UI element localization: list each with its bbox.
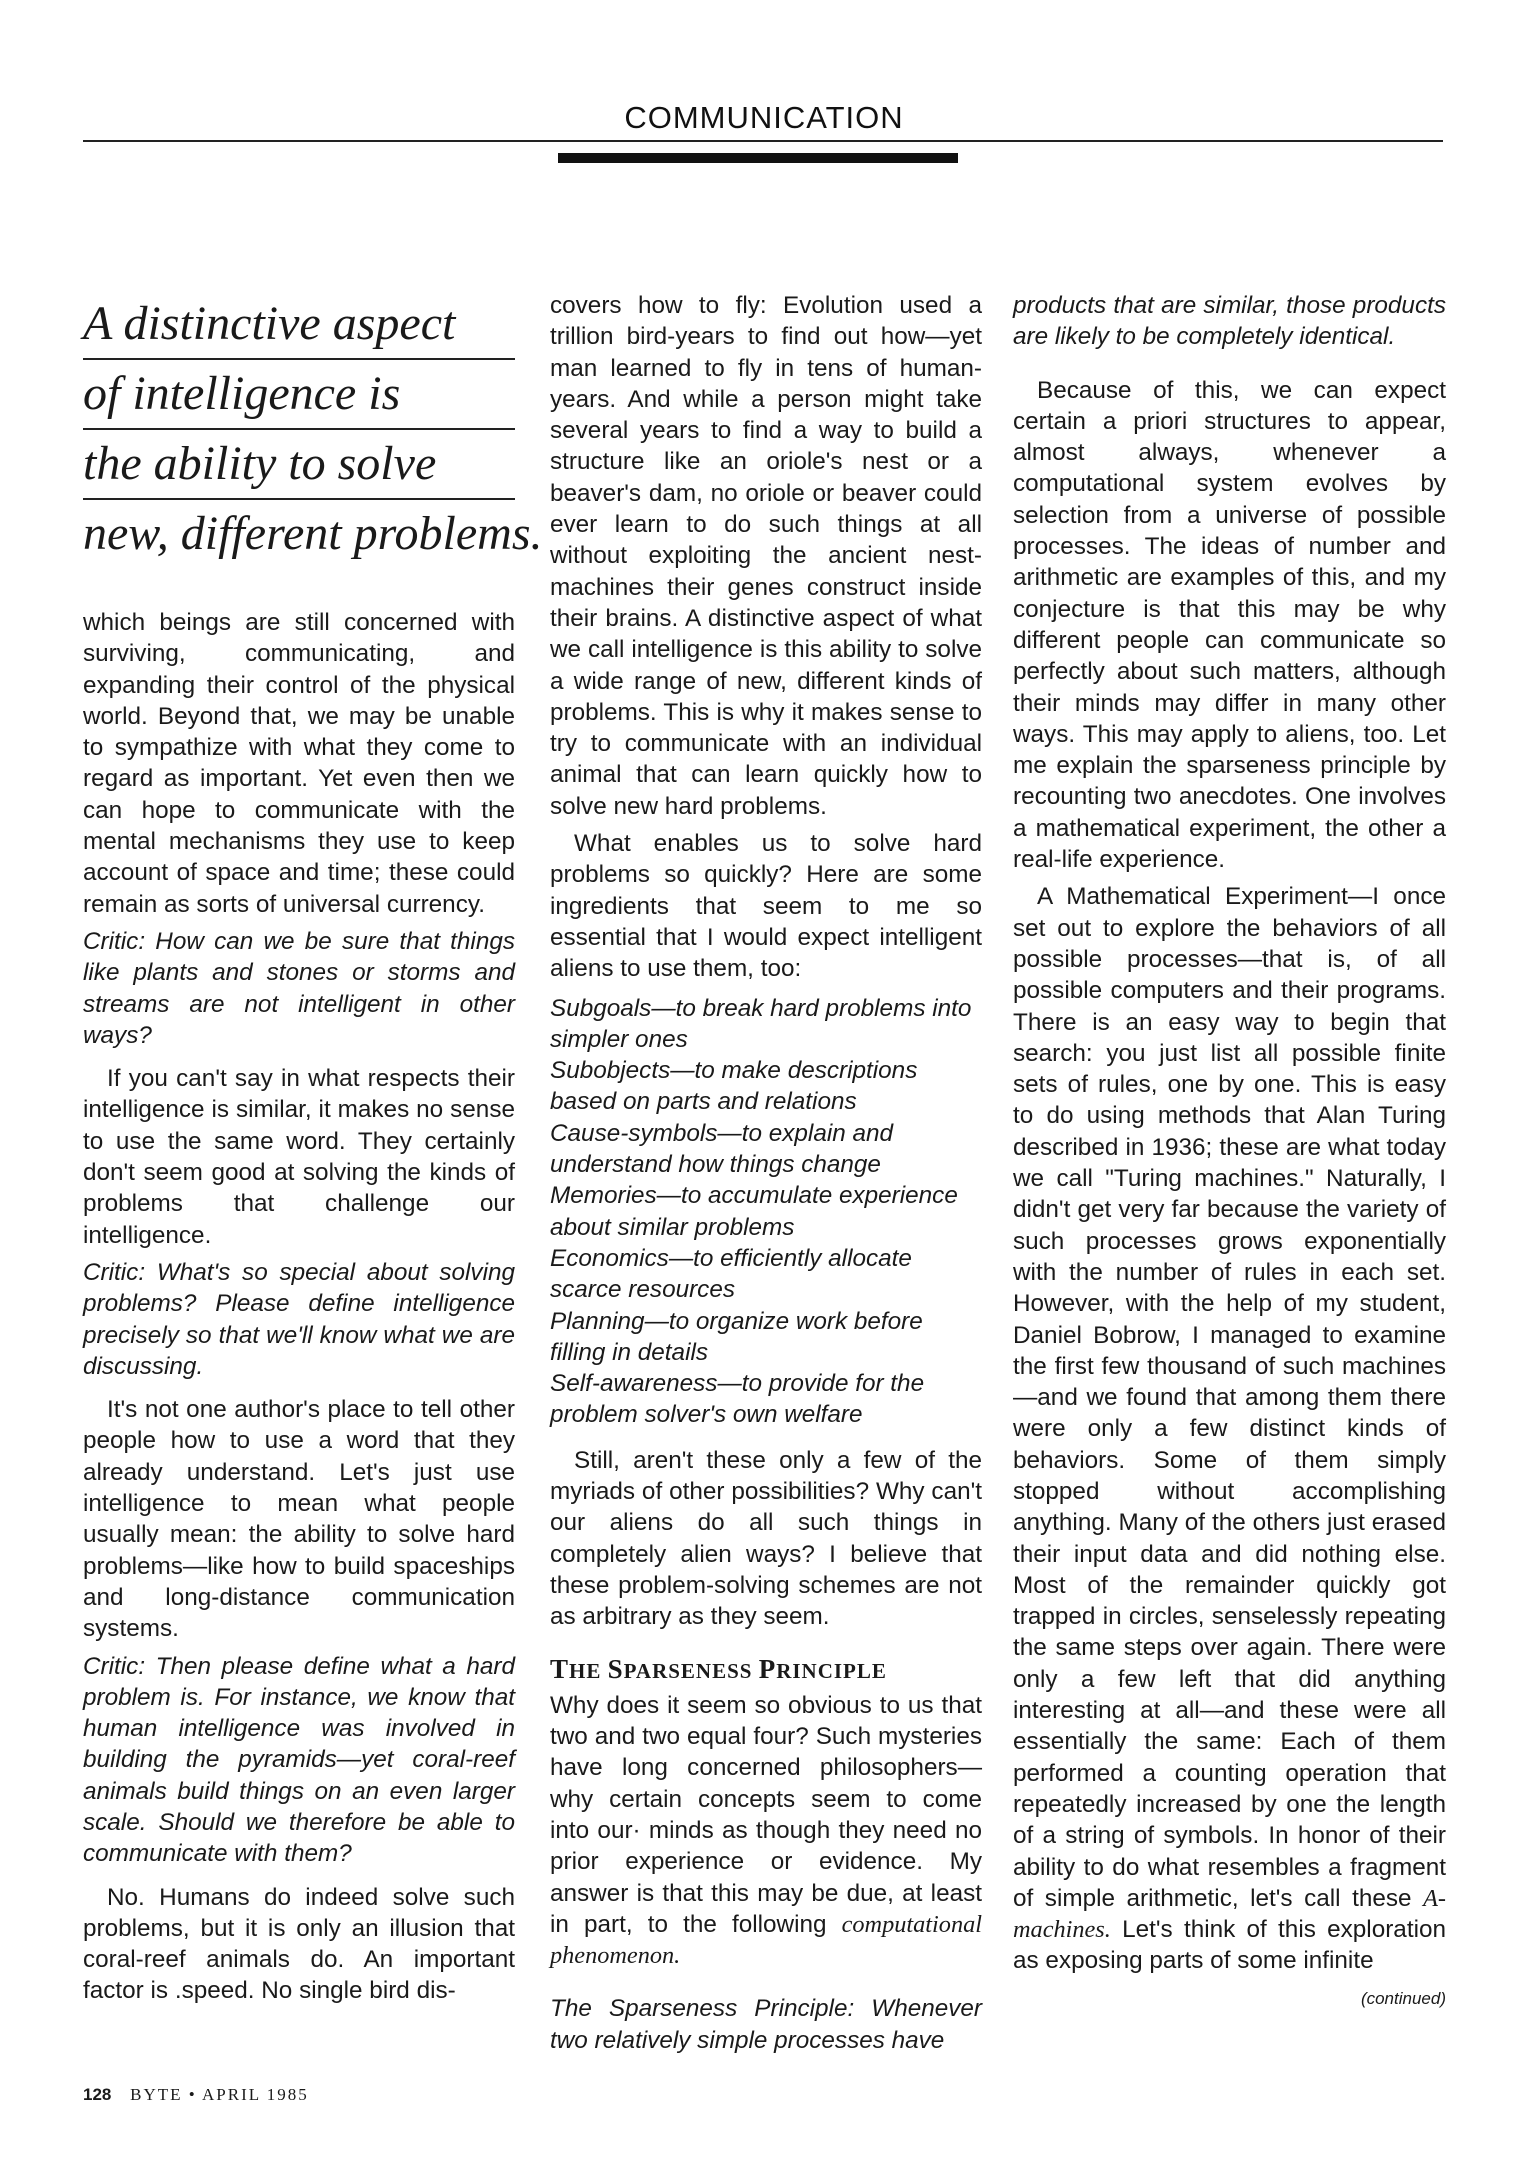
critic-question: Critic: How can we be sure that things like plants and stones or storms and streams are not intelligent in other ways?	[83, 927, 515, 1049]
subhead-small: PARSENESS	[623, 1659, 759, 1684]
list-item: Planning—to organize work before filling in details	[550, 1307, 923, 1366]
list-item: Economics—to efficiently allocate scarce resources	[550, 1244, 912, 1304]
ingredient-list	[550, 993, 982, 1431]
column-2	[550, 290, 982, 2062]
paragraph	[550, 1690, 982, 1972]
paragraph: Because of this, we can expect certain a priori structures to appear, almost always, whenever a computational system evolves by selection from a universe of possible processes. The ideas of number and arithmetic are examples of this, and my conjecture is that this may be why different people can communicate so perfectly about such matters, although their minds may differ in many other ways. This may apply to aliens, too. Let me explain the sparseness principle by recounting two anecdotes. One involves a mathematical experiment, the other a real-life experience.	[1013, 376, 1446, 874]
subhead-small: RINCIPLE	[776, 1659, 887, 1684]
pull-quote-line: of intelligence is	[83, 360, 515, 430]
issue-date: APRIL 1985	[202, 2085, 309, 2104]
pull-quote-line: new, different problems.	[83, 507, 543, 560]
critic-question: Critic: What's so special about solving problems? Please define intelligence precisely so that we'll know what we are discussing.	[83, 1258, 515, 1380]
paragraph-text: Let's think of this exploration as exposing parts of some infinite	[1013, 1916, 1446, 1975]
section-header: COMMUNICATION	[624, 100, 904, 135]
subhead-small: HE	[569, 1659, 608, 1684]
list-item: Memories—to accumulate experience about similar problems	[550, 1182, 958, 1241]
list-item: Self-awareness—to provide for the problem solver's own welfare	[550, 1370, 925, 1429]
subhead-cap: P	[758, 1654, 777, 1685]
paragraph	[1013, 881, 1446, 1976]
paragraph: What enables us to solve hard problems so quickly? Here are some ingredients that seem to me so essential that I would expect intelligent aliens to use them, too:	[550, 830, 982, 983]
header-thin-rule	[83, 140, 1443, 142]
section-subhead	[550, 1654, 982, 1687]
subhead-cap: S	[607, 1654, 624, 1685]
footer-separator: •	[188, 2085, 197, 2104]
paragraph-text: Why does it seem so obvious to us that two and two equal four? Such mysteries have long concerned philosophers—why certain concepts seem to come into our· minds as though they need no prior experience or evidence. My answer is that this may be due, at least in part, to the following	[550, 1691, 982, 1938]
list-item: Cause-symbols—to explain and understand how things change	[550, 1119, 894, 1179]
emphasis-phrase: A-machines.	[1013, 1884, 1446, 1944]
paragraph-text: A Mathematical Experiment—I once set out to explore the behaviors of all possible processes—that is, of all possible computers and their programs. There is an easy way to begin that search: you just list all possible finite sets of rules, one by one. This is easy to do using methods that Alan Turing described in 1936; these are what today we call "Turing machines." Naturally, I didn't get very far because the variety of such processes grows exponentially with the number of rules in each set. However, with the help of my student, Daniel Bobrow, I managed to examine the first few thousand of such machines—and we found that among them there were only a few distinct kinds of behaviors. Some of them simply stopped without accomplishing anything. Many of the others just erased their input data and did nothing else. Most of the remainder quickly got trapped in circles, senselessly repeating the same steps over again. There were only a few left that did anything interesting at all—and these were all essentially the same: Each of them performed a counting operation that repeatedly increased by one the length of a string of symbols. In honor of their ability to do what resembles a fragment of simple arithmetic, let's call these	[1013, 883, 1446, 1912]
list-item: Subgoals—to break hard problems into simpler ones	[550, 994, 972, 1053]
paragraph: covers how to fly: Evolution used a trillion bird-years to find out how—yet man learned to fly in tens of human-years. And while a person might take several years to find a way to build a structure like an oriole's nest or a beaver's dam, no oriole or beaver could ever learn to do such things at all without exploiting the ancient nest-machines their genes construct inside their brains. A distinctive aspect of what we call intelligence is this ability to solve a wide range of new, different kinds of problems. This is why it makes sense to try to communicate with an individual animal that can learn quickly how to solve new hard problems.	[550, 292, 982, 820]
principle-statement: The Sparseness Principle: Whenever two relatively simple processes have	[550, 1995, 982, 2054]
pull-quote	[83, 290, 543, 568]
critic-question: Critic: Then please define what a hard problem is. For instance, we know that human intelligence was involved in building the pyramids—yet coral-reef animals build things on an even larger scale. Should we therefore be able to communicate with them?	[83, 1652, 515, 1868]
paragraph: which beings are still concerned with surviving, communicating, and expanding their control of the physical world. Beyond that, we may be unable to sympathize with what they come to regard as important. Yet even then we can hope to communicate with the mental mechanisms they use to keep account of space and time; these could remain as sorts of universal currency.	[83, 609, 515, 918]
page-footer	[83, 2085, 309, 2105]
paragraph: No. Humans do indeed solve such problems, but it is only an illusion that coral-reef animals do. An important factor is .speed. No single bird dis-	[83, 1883, 515, 2005]
list-item: Subobjects—to make descriptions based on parts and relations	[550, 1057, 918, 1116]
column-3	[1013, 290, 1446, 2014]
continued-note: (continued)	[1360, 1988, 1446, 2008]
principle-statement: products that are similar, those products are likely to be completely identical.	[1013, 292, 1446, 351]
column-1	[83, 607, 515, 2013]
pull-quote-line: the ability to solve	[83, 430, 515, 500]
emphasis-phrase: computational phenomenon.	[550, 1910, 982, 1970]
page-number: 128	[83, 2085, 112, 2104]
paragraph: It's not one author's place to tell other people how to use a word that they already understand. Let's just use intelligence to mean what people usually mean: the ability to solve hard problems—like how to build spaceships and long-distance communication systems.	[83, 1396, 515, 1643]
pull-quote-line: A distinctive aspect	[83, 290, 515, 360]
paragraph: If you can't say in what respects their intelligence is similar, it makes no sense to use the same word. They certainly don't seem good at solving the kinds of problems that challenge our intelligence.	[83, 1065, 515, 1249]
magazine-name: BYTE	[130, 2085, 183, 2104]
subhead-cap: T	[550, 1654, 570, 1685]
paragraph: Still, aren't these only a few of the myriads of other possibilities? Why can't our aliens do all such things in completely alien ways? I believe that these problem-solving schemes are not as arbitrary as they seem.	[550, 1446, 982, 1631]
header-thick-rule	[558, 153, 958, 163]
